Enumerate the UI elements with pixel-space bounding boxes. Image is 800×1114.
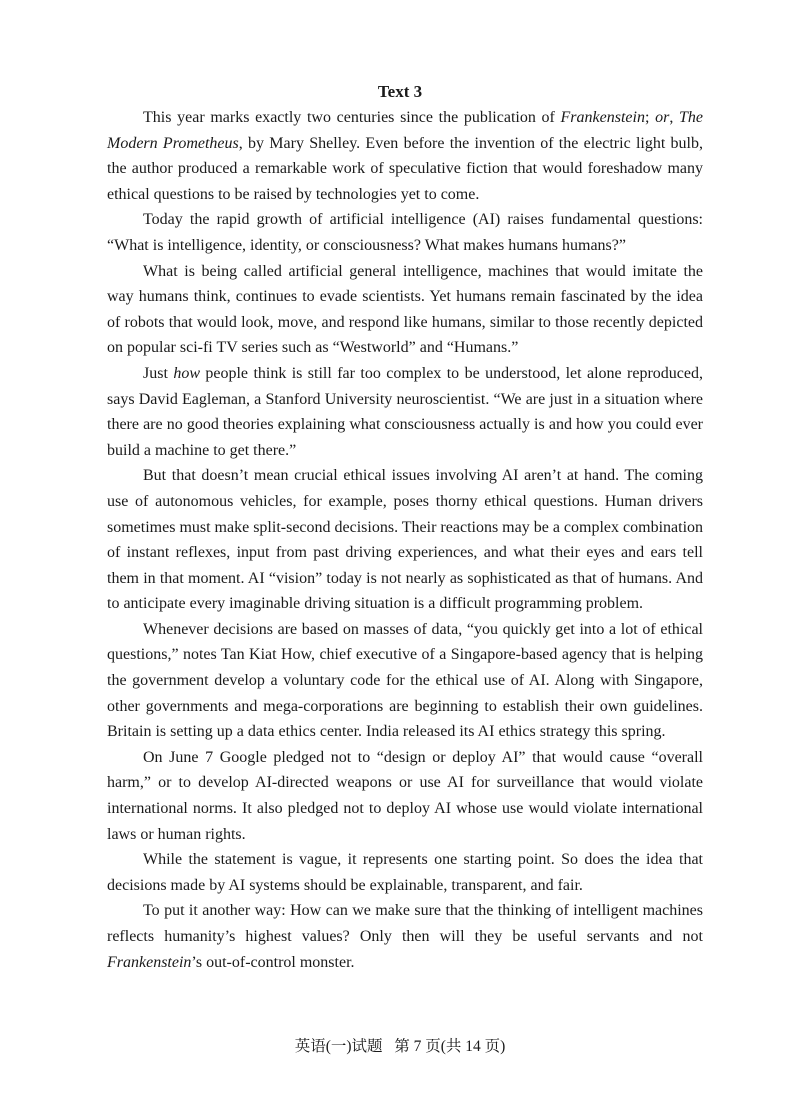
paragraph-1 (107, 105, 703, 207)
text-run: Whenever decisions are based on masses of data, “you quickly get into a lot of ethical questions,” notes Tan Kiat How, chief executive of a Singapore-based agency that is helping the government develop a voluntary code for the ethical use of AI. Along with Singapore, other governments and mega-corporations are beginning to establish their own guidelines. Britain is setting up a data ethics center. India released its AI ethics strategy this spring. (107, 620, 703, 741)
text-run: But that doesn’t mean crucial ethical issues involving AI aren’t at hand. The coming use of autonomous vehicles, for example, poses thorny ethical questions. Human drivers sometimes must make split-second decisions. Their reactions may be a complex combination of instant reflexes, input from past driving experiences, and what their eyes and ears tell them in that moment. AI “vision” today is not nearly as sophisticated as that of humans. And to anticipate every imaginable driving situation is a difficult programming problem. (107, 467, 704, 613)
paragraph-5 (107, 463, 703, 617)
paragraph-7 (107, 745, 703, 847)
text-run: This year marks exactly two centuries since the publication of (143, 109, 561, 126)
paragraph-8 (107, 847, 703, 898)
italic-text: Frankenstein (107, 953, 192, 971)
text-run: While the statement is vague, it represents one starting point. So does the idea that decisions made by AI systems should be explainable, transparent, and fair. (107, 851, 703, 894)
footer-page-label: 第 7 页(共 14 页) (394, 1038, 506, 1055)
paragraph-3 (107, 259, 703, 361)
paragraph-9 (107, 898, 703, 975)
text-run: Today the rapid growth of artificial intelligence (AI) raises fundamental questions: “What is intelligence, identity, or consciousness? What makes humans humans?” (107, 211, 703, 254)
text-run: ’s out-of-control monster. (191, 953, 355, 971)
text-run: On June 7 Google pledged not to “design or deploy AI” that would cause “overall harm,” or to develop AI-directed weapons or use AI for surveillance that would violate international norms. It also pledged not to deploy AI whose use would violate international laws or human rights. (107, 748, 703, 843)
text-run: people think is still far too complex to be understood, let alone reproduced, says David Eagleman, a Stanford University neuroscientist. “We are just in a situation where there are no good theories explaining what consciousness actually is and how you could ever build a machine to get there.” (107, 364, 704, 459)
text-run: ; (644, 109, 656, 126)
passage-body (107, 105, 703, 975)
footer-subject: 英语(一)试题 (294, 1038, 383, 1055)
italic-text: The Modern Prometheus (107, 109, 703, 152)
text-run: , by Mary Shelley. Even before the invention of the electric light bulb, the author produced a remarkable work of speculative fiction that would foreshadow many ethical questions to be raised by technologies yet to come. (107, 134, 703, 203)
paragraph-2 (107, 207, 703, 258)
italic-text: how (173, 364, 200, 382)
paragraph-4 (107, 361, 703, 463)
text-run: What is being called artificial general intelligence, machines that would imitate the way humans think, continues to evade scientists. Yet humans remain fascinated by the idea of robots that would look, move, and respond like humans, similar to those recently depicted on popular sci-fi TV series such as “Westworld” and “Humans.” (107, 262, 703, 357)
italic-text: Frankenstein (560, 109, 645, 126)
page-footer (0, 1036, 800, 1058)
text-run: To put it another way: How can we make sure that the thinking of intelligent machines reflects humanity’s highest values? Only then will they be useful servants and not (107, 902, 703, 945)
paragraph-6 (107, 617, 703, 745)
page-title: Text 3 (377, 82, 423, 101)
text-run: Just (143, 364, 174, 382)
text-run: , (669, 109, 679, 126)
italic-text: or (655, 109, 670, 126)
